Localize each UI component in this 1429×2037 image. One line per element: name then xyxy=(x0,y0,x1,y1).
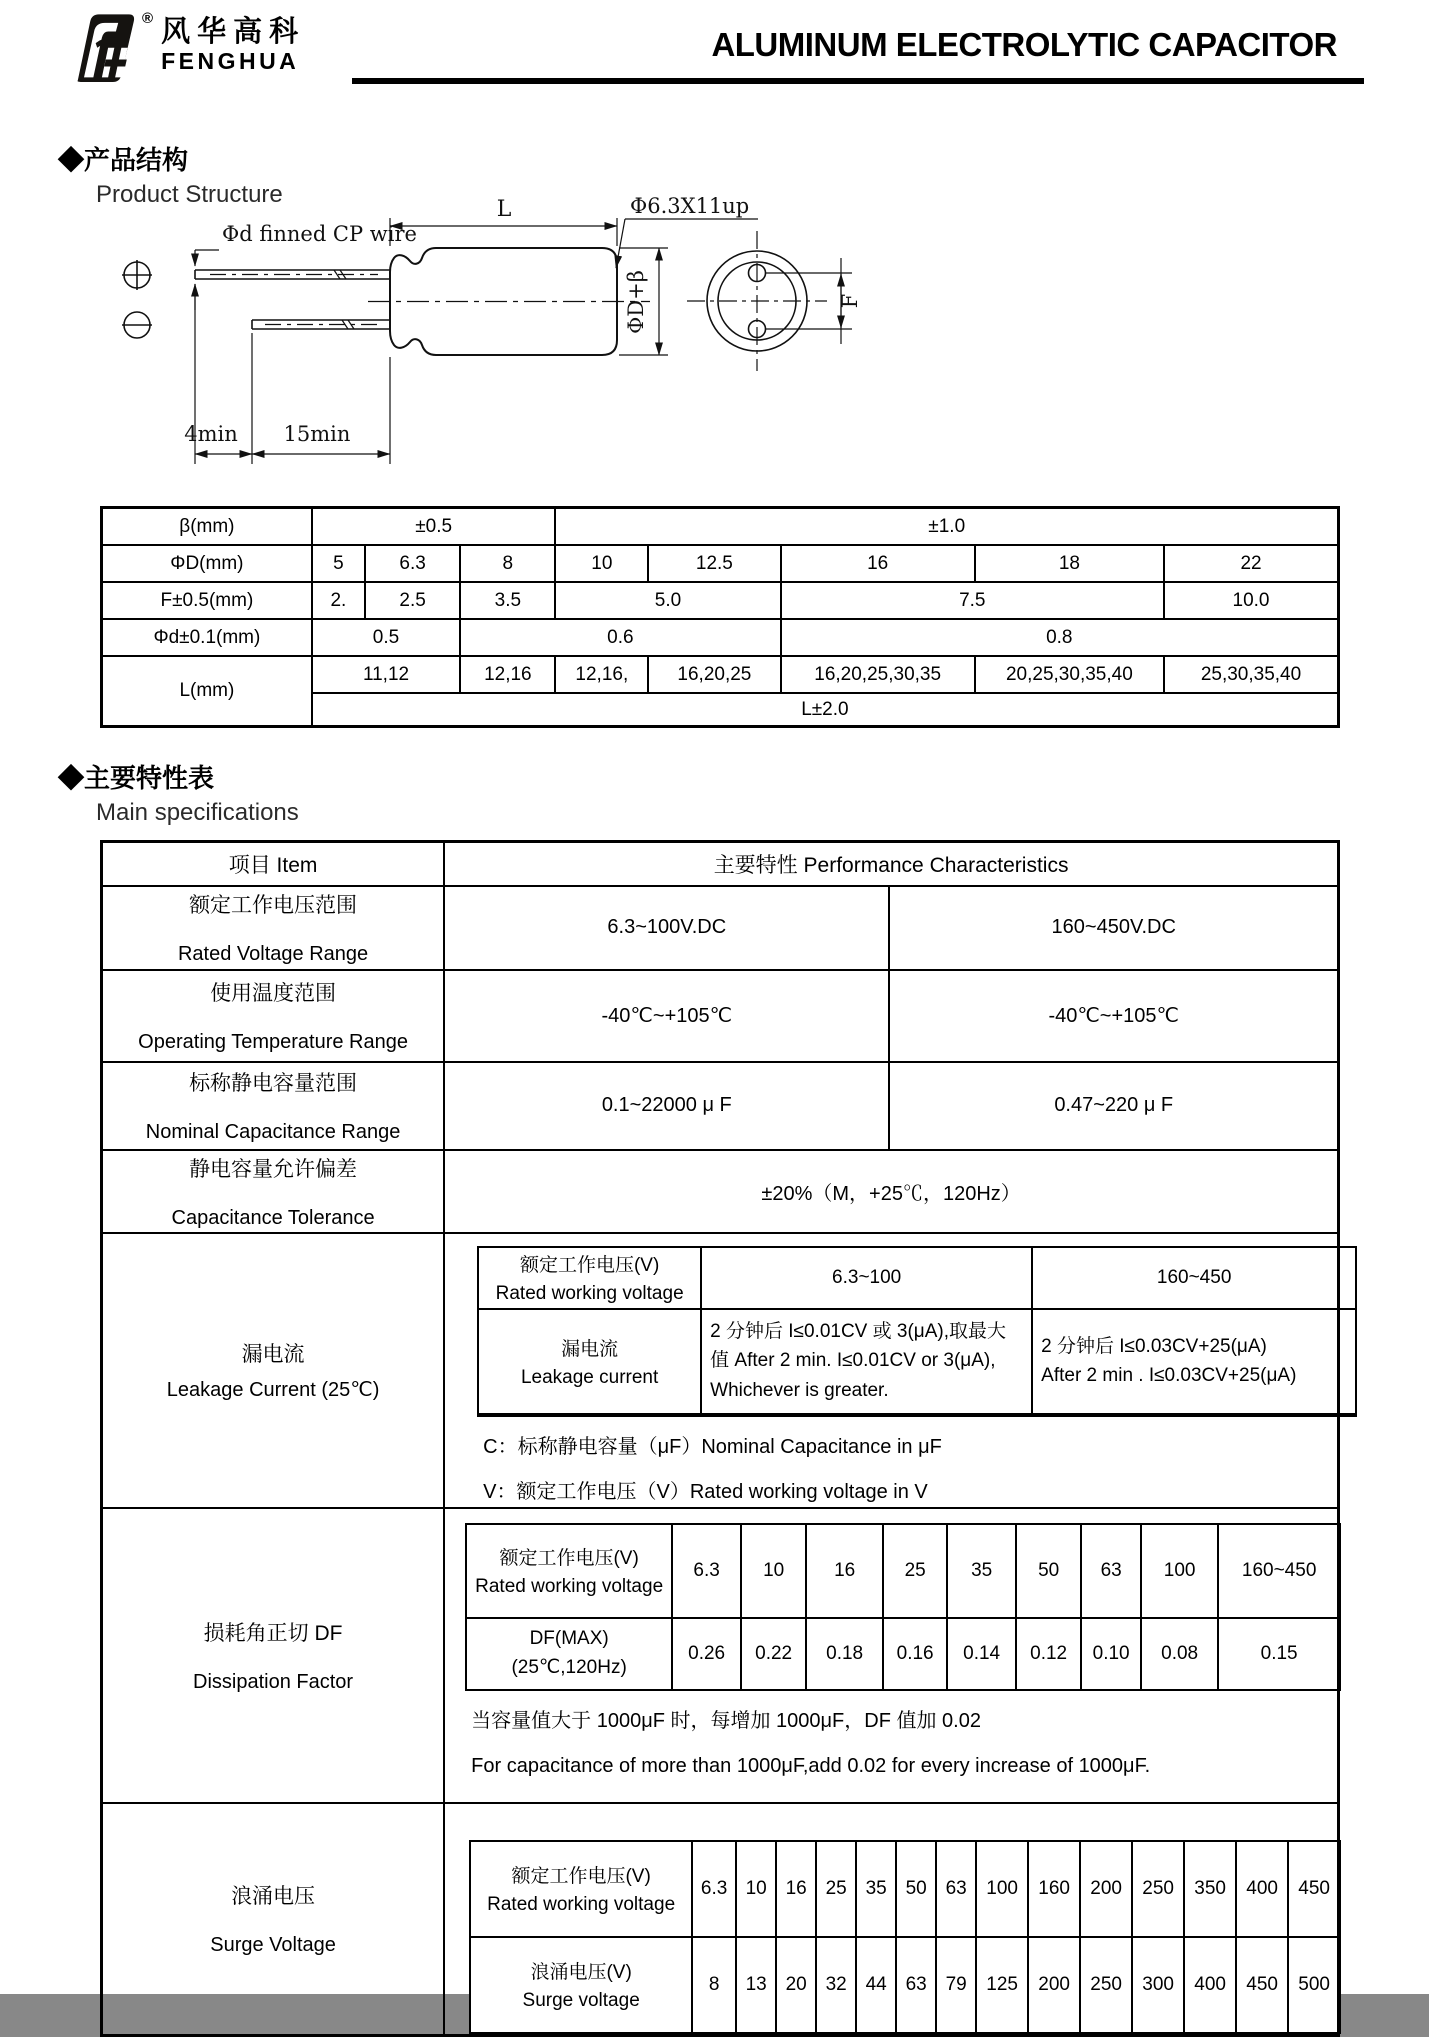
minus-terminal-icon xyxy=(122,312,152,338)
surge-rated-voltage: 16 xyxy=(776,1841,816,1937)
table-row-pitch xyxy=(102,582,1339,619)
logo-name-english: FENGHUA xyxy=(161,48,300,74)
plus-terminal-icon xyxy=(122,260,152,290)
leakage-inner-table xyxy=(477,1246,1357,1417)
d-value: 6.3 xyxy=(365,545,460,582)
leakage-label xyxy=(107,1338,439,1402)
logo-name-chinese: 风华高科 xyxy=(161,16,306,48)
df-voltage: 6.3 xyxy=(672,1524,741,1618)
leakage-range-high: 160~450 xyxy=(1032,1247,1356,1309)
positive-lead xyxy=(195,270,390,279)
surge-value-header-cn: 浪涌电压(V) xyxy=(530,1962,632,1983)
capacitor-structure-drawing xyxy=(110,194,1120,494)
section-title-main-specs-cn: ◆主要特性表 xyxy=(58,763,215,793)
surge-rated-voltage: 63 xyxy=(936,1841,976,1937)
tolerance-label xyxy=(107,1153,439,1230)
section-title-product-structure-cn: ◆产品结构 xyxy=(58,145,189,175)
surge-value: 79 xyxy=(936,1937,976,2033)
performance-header: 主要特性 Performance Characteristics xyxy=(444,842,1338,886)
surge-voltage-header-cn: 额定工作电压(V) xyxy=(511,1866,651,1887)
f-value: 2.5 xyxy=(365,582,460,619)
surge-rated-voltage: 450 xyxy=(1288,1841,1340,1937)
surge-value: 200 xyxy=(1028,1937,1080,2033)
d-value: 22 xyxy=(1164,545,1338,582)
l-value: 16,20,25 xyxy=(648,656,780,693)
capacitance-range-label-cn: 标称静电容量范围 xyxy=(189,1072,358,1095)
lead-diameter-dimension xyxy=(195,250,219,310)
dissipation-inner-table xyxy=(465,1523,1341,1691)
lead-len-label: 15min xyxy=(283,422,351,446)
df-max-header-line1: DF(MAX) xyxy=(529,1628,609,1649)
f-value: 5.0 xyxy=(555,582,780,619)
item-header: 项目 Item xyxy=(102,842,445,886)
d-value: 16 xyxy=(781,545,975,582)
surge-value: 125 xyxy=(976,1937,1028,2033)
tolerance-label-en: Capacitance Tolerance xyxy=(171,1206,375,1229)
df-max-header-line2: (25℃,120Hz) xyxy=(511,1657,627,1678)
surge-value: 20 xyxy=(776,1937,816,2033)
df-max-header xyxy=(471,1628,667,1679)
registered-trademark-icon: ® xyxy=(142,10,154,27)
capacitance-range-high: 0.47~220 μ F xyxy=(889,1062,1338,1150)
df-value: 0.18 xyxy=(806,1618,883,1690)
leakage-label-cn: 漏电流 xyxy=(241,1343,305,1366)
lead-start-label: 4min xyxy=(184,422,238,446)
rated-voltage-high: 160~450V.DC xyxy=(889,886,1338,970)
l-tolerance: L±2.0 xyxy=(312,693,1339,727)
surge-rated-voltage: 160 xyxy=(1028,1841,1080,1937)
tolerance-value: ±20%（M，+25℃，120Hz） xyxy=(444,1150,1338,1233)
surge-rated-voltage: 400 xyxy=(1236,1841,1288,1937)
df-value: 0.08 xyxy=(1141,1618,1218,1690)
l-value: 25,30,35,40 xyxy=(1164,656,1338,693)
surge-value: 400 xyxy=(1184,1937,1236,2033)
df-value: 0.12 xyxy=(1016,1618,1081,1690)
df-voltage: 160~450 xyxy=(1218,1524,1340,1618)
leakage-voltage-header-en: Rated working voltage xyxy=(495,1283,684,1304)
surge-voltage-header xyxy=(472,1861,690,1916)
table-row-surge xyxy=(102,1803,1339,2036)
tolerance-label-cn: 静电容量允许偏差 xyxy=(189,1157,358,1181)
lead-wire-label: Φd finned CP wire xyxy=(222,222,417,246)
f-label: F±0.5(mm) xyxy=(102,582,312,619)
df-voltage: 10 xyxy=(741,1524,806,1618)
leakage-current-header-cn: 漏电流 xyxy=(561,1338,619,1360)
surge-value: 250 xyxy=(1080,1937,1132,2033)
capacitance-range-label-en: Nominal Capacitance Range xyxy=(145,1121,401,1143)
df-voltage-header-en: Rated working voltage xyxy=(475,1576,664,1597)
phid-value: 0.6 xyxy=(460,619,780,656)
dissipation-note-en: For capacitance of more than 1000μF,add 0.02 for every increase of 1000μF. xyxy=(471,1754,1151,1777)
operating-temp-label-en: Operating Temperature Range xyxy=(138,1031,408,1053)
table-row xyxy=(478,1247,1356,1309)
table-row xyxy=(466,1618,1340,1690)
surge-value: 450 xyxy=(1236,1937,1288,2033)
f-value: 3.5 xyxy=(460,582,555,619)
surge-inner-table xyxy=(469,1840,1341,2034)
df-voltage-header-cn: 额定工作电压(V) xyxy=(499,1548,639,1569)
leakage-current-header xyxy=(483,1334,696,1389)
page-header xyxy=(0,0,1429,92)
table-row-operating-temp xyxy=(102,970,1339,1062)
dissipation-label-cn: 损耗角正切 DF xyxy=(203,1621,343,1645)
logo-text xyxy=(161,12,305,74)
table-row xyxy=(470,1841,1340,1937)
leakage-note-v: V：额定工作电压（V）Rated working voltage in V xyxy=(483,1480,928,1503)
df-value: 0.14 xyxy=(947,1618,1016,1690)
dissipation-label xyxy=(107,1617,439,1694)
negative-lead xyxy=(252,320,390,329)
dissipation-detail xyxy=(445,1509,1337,1781)
f-value: 7.5 xyxy=(781,582,1164,619)
main-specifications-table xyxy=(100,840,1340,2037)
rated-voltage-label xyxy=(107,889,439,966)
d-value: 8 xyxy=(460,545,555,582)
pitch-dimension xyxy=(766,258,862,344)
surge-voltage-header-en: Rated working voltage xyxy=(487,1894,676,1915)
rated-voltage-low: 6.3~100V.DC xyxy=(444,886,889,970)
l-value: 12,16, xyxy=(555,656,648,693)
surge-detail xyxy=(445,1804,1337,2034)
table-row-rated-voltage xyxy=(102,886,1339,970)
rated-voltage-label-cn: 额定工作电压范围 xyxy=(189,894,358,917)
surge-label-cn: 浪涌电压 xyxy=(231,1885,316,1908)
dimension-table xyxy=(100,506,1340,728)
beta-label: β(mm) xyxy=(102,508,312,546)
table-row xyxy=(478,1309,1356,1415)
length-dimension xyxy=(390,197,617,246)
beta-tol-low: ±0.5 xyxy=(312,508,556,546)
table-row xyxy=(470,1937,1340,2033)
table-row-header xyxy=(102,842,1339,886)
dissipation-note-cn: 当容量值大于 1000μF 时，每增加 1000μF，DF 值加 0.02 xyxy=(471,1709,981,1732)
operating-temp-low: -40℃~+105℃ xyxy=(444,970,889,1062)
surge-rated-voltage: 35 xyxy=(856,1841,896,1937)
table-row-length xyxy=(102,656,1339,693)
fenghua-logo xyxy=(55,12,305,82)
tip-label: Φ6.3X11up xyxy=(630,194,750,218)
surge-value: 13 xyxy=(736,1937,776,2033)
phid-label: Φd±0.1(mm) xyxy=(102,619,312,656)
l-value: 11,12 xyxy=(312,656,460,693)
l-value: 16,20,25,30,35 xyxy=(781,656,975,693)
page-title: ALUMINUM ELECTROLYTIC CAPACITOR xyxy=(711,26,1337,63)
leakage-voltage-header-cn: 额定工作电压(V) xyxy=(519,1255,660,1276)
lead-length-dimensions xyxy=(184,284,390,464)
surge-rated-voltage: 350 xyxy=(1184,1841,1236,1937)
table-row xyxy=(466,1524,1340,1618)
df-value: 0.26 xyxy=(672,1618,741,1690)
d-value: 18 xyxy=(975,545,1164,582)
table-row-capacitance-range xyxy=(102,1062,1339,1150)
section-title-main-specs-en: Main specifications xyxy=(96,799,299,826)
df-value: 0.10 xyxy=(1081,1618,1141,1690)
header-divider xyxy=(352,78,1364,84)
df-voltage: 100 xyxy=(1141,1524,1218,1618)
df-voltage: 63 xyxy=(1081,1524,1141,1618)
pitch-label: F xyxy=(838,293,862,309)
table-row-dissipation xyxy=(102,1508,1339,1803)
leakage-spec-high-line1: 2 分钟后 I≤0.03CV+25(μA) xyxy=(1041,1335,1267,1357)
df-value: 0.22 xyxy=(741,1618,806,1690)
beta-tol-high: ±1.0 xyxy=(555,508,1338,546)
rated-voltage-label-en: Rated Voltage Range xyxy=(177,943,369,965)
leakage-label-en: Leakage Current (25℃) xyxy=(166,1379,380,1401)
leakage-current-header-en: Leakage current xyxy=(520,1366,659,1388)
table-row-diameter xyxy=(102,545,1339,582)
capacitor-end-view xyxy=(687,231,827,371)
d-value: 12.5 xyxy=(648,545,780,582)
surge-value-header xyxy=(472,1957,690,2012)
surge-value: 300 xyxy=(1132,1937,1184,2033)
tip-callout xyxy=(616,194,758,268)
surge-value: 500 xyxy=(1288,1937,1340,2033)
surge-value: 63 xyxy=(896,1937,936,2033)
df-value: 0.16 xyxy=(883,1618,947,1690)
leakage-note-c: C：标称静电容量（μF）Nominal Capacitance in μF xyxy=(483,1435,942,1458)
d-value: 10 xyxy=(555,545,648,582)
d-label: ΦD(mm) xyxy=(102,545,312,582)
table-row-beta xyxy=(102,508,1339,546)
f-value: 2. xyxy=(312,582,365,619)
df-voltage: 25 xyxy=(883,1524,947,1618)
capacitance-range-low: 0.1~22000 μ F xyxy=(444,1062,889,1150)
surge-rated-voltage: 25 xyxy=(816,1841,856,1937)
surge-label xyxy=(107,1880,439,1957)
surge-value-header-en: Surge voltage xyxy=(522,1990,640,2011)
surge-rated-voltage: 250 xyxy=(1132,1841,1184,1937)
df-value: 0.15 xyxy=(1218,1618,1340,1690)
surge-rated-voltage: 100 xyxy=(976,1841,1028,1937)
surge-rated-voltage: 10 xyxy=(736,1841,776,1937)
section-title-product-structure-en: Product Structure xyxy=(96,181,283,208)
df-voltage: 50 xyxy=(1016,1524,1081,1618)
table-row-lead-diameter xyxy=(102,619,1339,656)
phid-value: 0.5 xyxy=(312,619,460,656)
surge-rated-voltage: 200 xyxy=(1080,1841,1132,1937)
surge-value: 8 xyxy=(692,1937,736,2033)
phid-value: 0.8 xyxy=(781,619,1339,656)
leakage-spec-low: 2 分钟后 I≤0.01CV 或 3(μA),取最大值 After 2 min. I≤0.01CV or 3(μA), Whichever is greater. xyxy=(701,1309,1032,1415)
surge-value: 32 xyxy=(816,1937,856,2033)
leakage-voltage-header xyxy=(483,1250,696,1305)
diameter-label: ΦD+β xyxy=(624,270,648,334)
surge-label-en: Surge Voltage xyxy=(210,1934,336,1956)
df-voltage: 35 xyxy=(947,1524,1016,1618)
table-row-leakage xyxy=(102,1233,1339,1508)
operating-temp-label xyxy=(107,977,439,1054)
f-value: 10.0 xyxy=(1164,582,1338,619)
surge-rated-voltage: 50 xyxy=(896,1841,936,1937)
surge-rated-voltage: 6.3 xyxy=(692,1841,736,1937)
length-label: L xyxy=(496,197,512,222)
operating-temp-label-cn: 使用温度范围 xyxy=(210,982,337,1005)
capacitance-range-label xyxy=(107,1067,439,1144)
surge-value: 44 xyxy=(856,1937,896,2033)
df-voltage-header xyxy=(471,1543,667,1598)
l-value: 20,25,30,35,40 xyxy=(975,656,1164,693)
fenghua-logo-icon xyxy=(55,12,141,82)
diameter-dimension xyxy=(619,248,668,355)
leakage-range-low: 6.3~100 xyxy=(701,1247,1032,1309)
leakage-detail xyxy=(445,1234,1337,1507)
table-row-tolerance xyxy=(102,1150,1339,1233)
d-value: 5 xyxy=(312,545,365,582)
operating-temp-high: -40℃~+105℃ xyxy=(889,970,1338,1062)
l-value: 12,16 xyxy=(460,656,555,693)
df-voltage: 16 xyxy=(806,1524,883,1618)
l-label: L(mm) xyxy=(102,656,312,727)
dissipation-label-en: Dissipation Factor xyxy=(193,1670,354,1693)
leakage-spec-high-line2: After 2 min . I≤0.03CV+25(μA) xyxy=(1041,1365,1297,1386)
